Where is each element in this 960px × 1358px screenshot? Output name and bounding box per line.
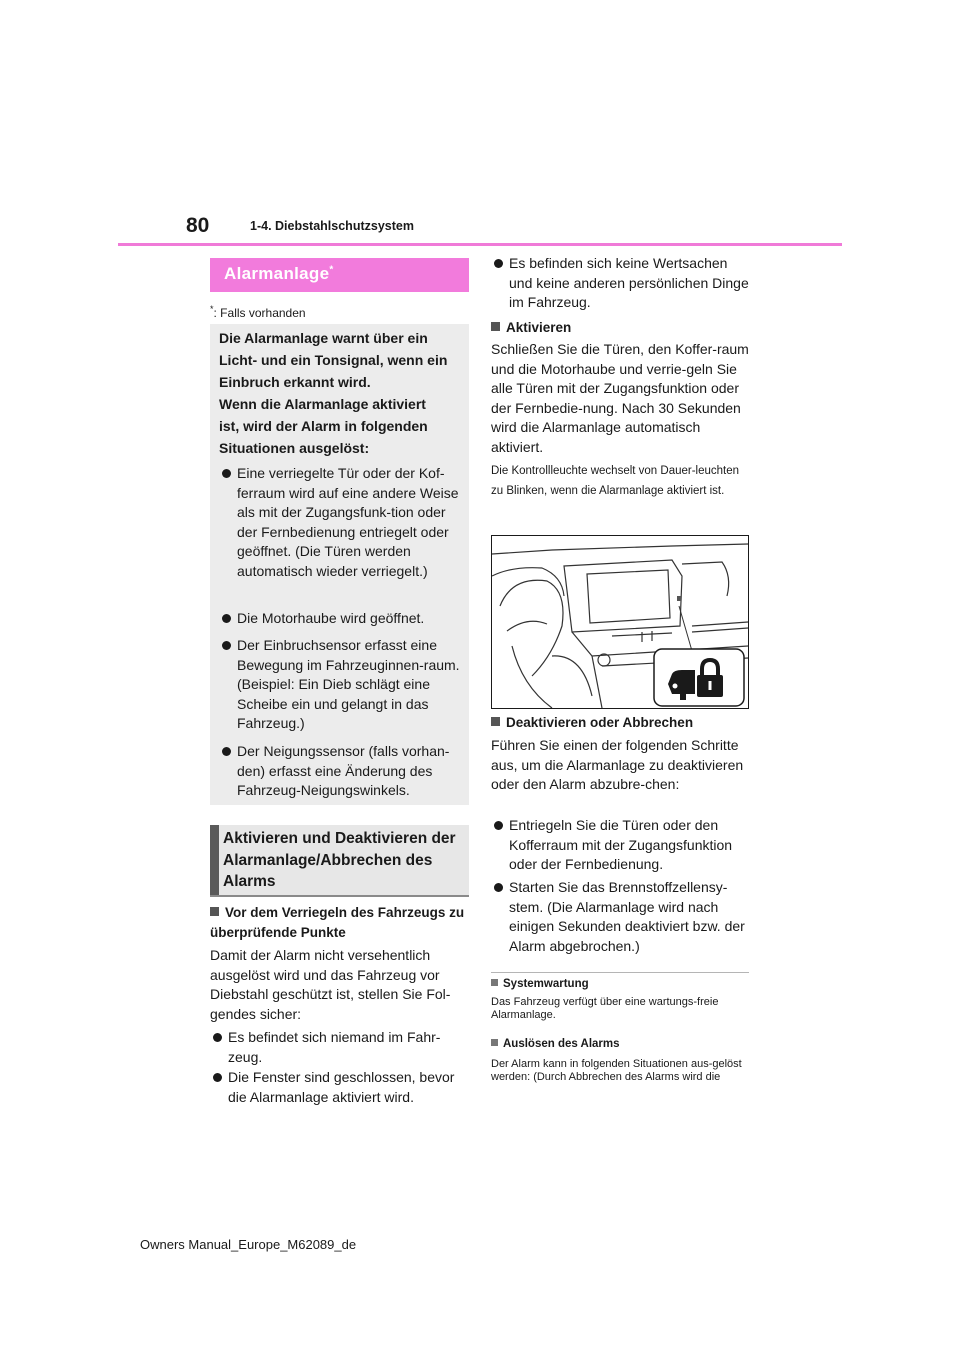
footer-text: Owners Manual_Europe_M62089_de bbox=[140, 1237, 357, 1252]
info-box bbox=[210, 324, 469, 805]
deactivate-bullet-text: Entriegeln Sie die Türen oder den Kofferraum mit der Zugangsfunktion oder der Fernbedienung. bbox=[509, 817, 733, 872]
info-bullet-text: Eine verriegelte Tür oder der Kof-ferraum wird auf eine andere Weise als mit der Zugangsfunk-tion oder der Fernbedienung entriegelt oder geöffnet. (Die Türen werden automatisch wieder verriegelt.) bbox=[237, 465, 459, 579]
info-bold-line: Wenn die Alarmanlage aktiviert bbox=[219, 396, 426, 412]
deactivate-heading-text: Deaktivieren oder Abbrechen bbox=[506, 715, 694, 730]
dashboard-drawing bbox=[492, 536, 748, 708]
info-bold-line: ist, wird der Alarm in folgenden bbox=[219, 418, 428, 434]
info-bold-line: Die Alarmanlage warnt über ein bbox=[219, 330, 428, 346]
footnote-marker: * bbox=[210, 304, 214, 314]
before-locking-intro: Damit der Alarm nicht versehentlich ausgelöst wird und das Fahrzeug vor Diebstahl geschützt ist, stellen Sie Fol-gendes sicher: bbox=[210, 947, 451, 1022]
square-bullet-icon bbox=[491, 979, 498, 986]
info-bullet bbox=[219, 636, 461, 734]
deactivate-intro: Führen Sie einen der folgenden Schritte aus, um die Alarmanlage zu deaktivieren oder den Alarm abzubre-chen: bbox=[491, 737, 744, 792]
trigger-text: Der Alarm kann in folgenden Situationen aus-gelöst werden: (Durch Abbrechen des Alarms wird die bbox=[491, 1058, 742, 1083]
square-bullet-icon bbox=[491, 1039, 498, 1046]
maintenance-heading-text: Systemwartung bbox=[503, 978, 589, 990]
before-locking-bullet bbox=[491, 254, 749, 313]
trigger-heading-text: Auslösen des Alarms bbox=[503, 1038, 620, 1050]
header-rule bbox=[118, 243, 842, 246]
before-locking-bullet-text: Es befinden sich keine Wertsachen und keine anderen persönlichen Dinge im Fahrzeug. bbox=[509, 255, 749, 310]
info-bullet bbox=[219, 609, 461, 629]
notes-divider bbox=[491, 972, 749, 973]
info-bullet bbox=[219, 464, 461, 581]
info-bullet-text: Die Motorhaube wird geöffnet. bbox=[237, 610, 425, 626]
before-locking-bullet-text: Die Fenster sind geschlossen, bevor die Alarmanlage aktiviert wird. bbox=[228, 1069, 455, 1105]
section-heading-underline bbox=[210, 895, 469, 897]
bullet-dot-icon bbox=[494, 259, 503, 268]
footnote-text: : Falls vorhanden bbox=[213, 306, 306, 320]
bullet-dot-icon bbox=[222, 614, 231, 623]
deactivate-bullet bbox=[491, 816, 749, 875]
bullet-dot-icon bbox=[494, 821, 503, 830]
alarm-banner bbox=[210, 258, 469, 292]
info-bold-line: Einbruch erkannt wird. bbox=[219, 374, 371, 390]
alarm-banner-title bbox=[224, 264, 334, 284]
before-locking-heading bbox=[210, 903, 470, 942]
bullet-dot-icon bbox=[494, 883, 503, 892]
deactivate-heading bbox=[491, 713, 693, 733]
section-heading-box bbox=[210, 825, 469, 895]
bullet-dot-icon bbox=[222, 747, 231, 756]
trigger-heading bbox=[491, 1038, 620, 1050]
deactivate-bullet-text: Starten Sie das Brennstoffzellensy-stem. (Die Alarmanlage wird nach einigen Sekunden deaktiviert bzw. der Alarm abgebrochen.) bbox=[509, 879, 745, 954]
section-heading-title: Aktivieren und Deaktivieren der Alarmanlage/Abbrechen des Alarms bbox=[223, 830, 456, 890]
info-bullet-text: Der Neigungssensor (falls vorhan-den) erfasst eine Änderung des Fahrzeug-Neigungswinkels. bbox=[237, 743, 450, 798]
alarm-banner-marker: * bbox=[329, 264, 334, 276]
before-locking-bullet bbox=[210, 1068, 468, 1107]
square-bullet-icon bbox=[491, 322, 500, 331]
square-bullet-icon bbox=[210, 907, 219, 916]
info-bold-line: Situationen ausgelöst: bbox=[219, 440, 370, 456]
activate-heading-text: Aktivieren bbox=[506, 320, 572, 335]
maintenance-text: Das Fahrzeug verfügt über eine wartungs-freie Alarmanlage. bbox=[491, 996, 719, 1021]
info-bullet-text: Der Einbruchsensor erfasst eine Bewegung im Fahrzeuginnen-raum. (Beispiel: Ein Dieb schlägt eine Scheibe ein und gelangt in das Fahrzeug.) bbox=[237, 637, 460, 731]
bullet-dot-icon bbox=[222, 641, 231, 650]
alarm-banner-title-text: Alarmanlage bbox=[224, 264, 330, 283]
before-locking-bullet-text: Es befindet sich niemand im Fahr-zeug. bbox=[228, 1029, 441, 1065]
maintenance-heading bbox=[491, 978, 589, 990]
section-heading-bar bbox=[210, 825, 219, 895]
activate-text: Schließen Sie die Türen, den Koffer-raum und die Motorhaube und verrie-geln Sie alle Türen mit der Zugangsfunktion oder der Fernbedie-nung. Nach 30 Sekunden wird die Alarmanlage automatisch aktiviert. bbox=[491, 341, 749, 455]
deactivate-bullet bbox=[491, 878, 749, 956]
info-bold-line: Licht- und ein Tonsignal, wenn ein bbox=[219, 352, 448, 368]
before-locking-heading-text: Vor dem Verriegeln des Fahrzeugs zu überprüfende Punkte bbox=[210, 905, 465, 940]
bullet-dot-icon bbox=[213, 1073, 222, 1082]
square-bullet-icon bbox=[491, 717, 500, 726]
info-bullet bbox=[219, 742, 461, 801]
dashboard-illustration bbox=[491, 535, 749, 709]
page-number: 80 bbox=[186, 214, 210, 237]
bullet-dot-icon bbox=[213, 1033, 222, 1042]
activate-note: Die Kontrollleuchte wechselt von Dauer-leuchten zu Blinken, wenn die Alarmanlage aktiviert ist. bbox=[491, 465, 740, 497]
footnote bbox=[210, 304, 306, 320]
bullet-dot-icon bbox=[222, 469, 231, 478]
before-locking-bullet bbox=[210, 1028, 468, 1067]
section-title: 1-4. Diebstahlschutzsystem bbox=[250, 219, 414, 233]
activate-heading bbox=[491, 318, 571, 338]
